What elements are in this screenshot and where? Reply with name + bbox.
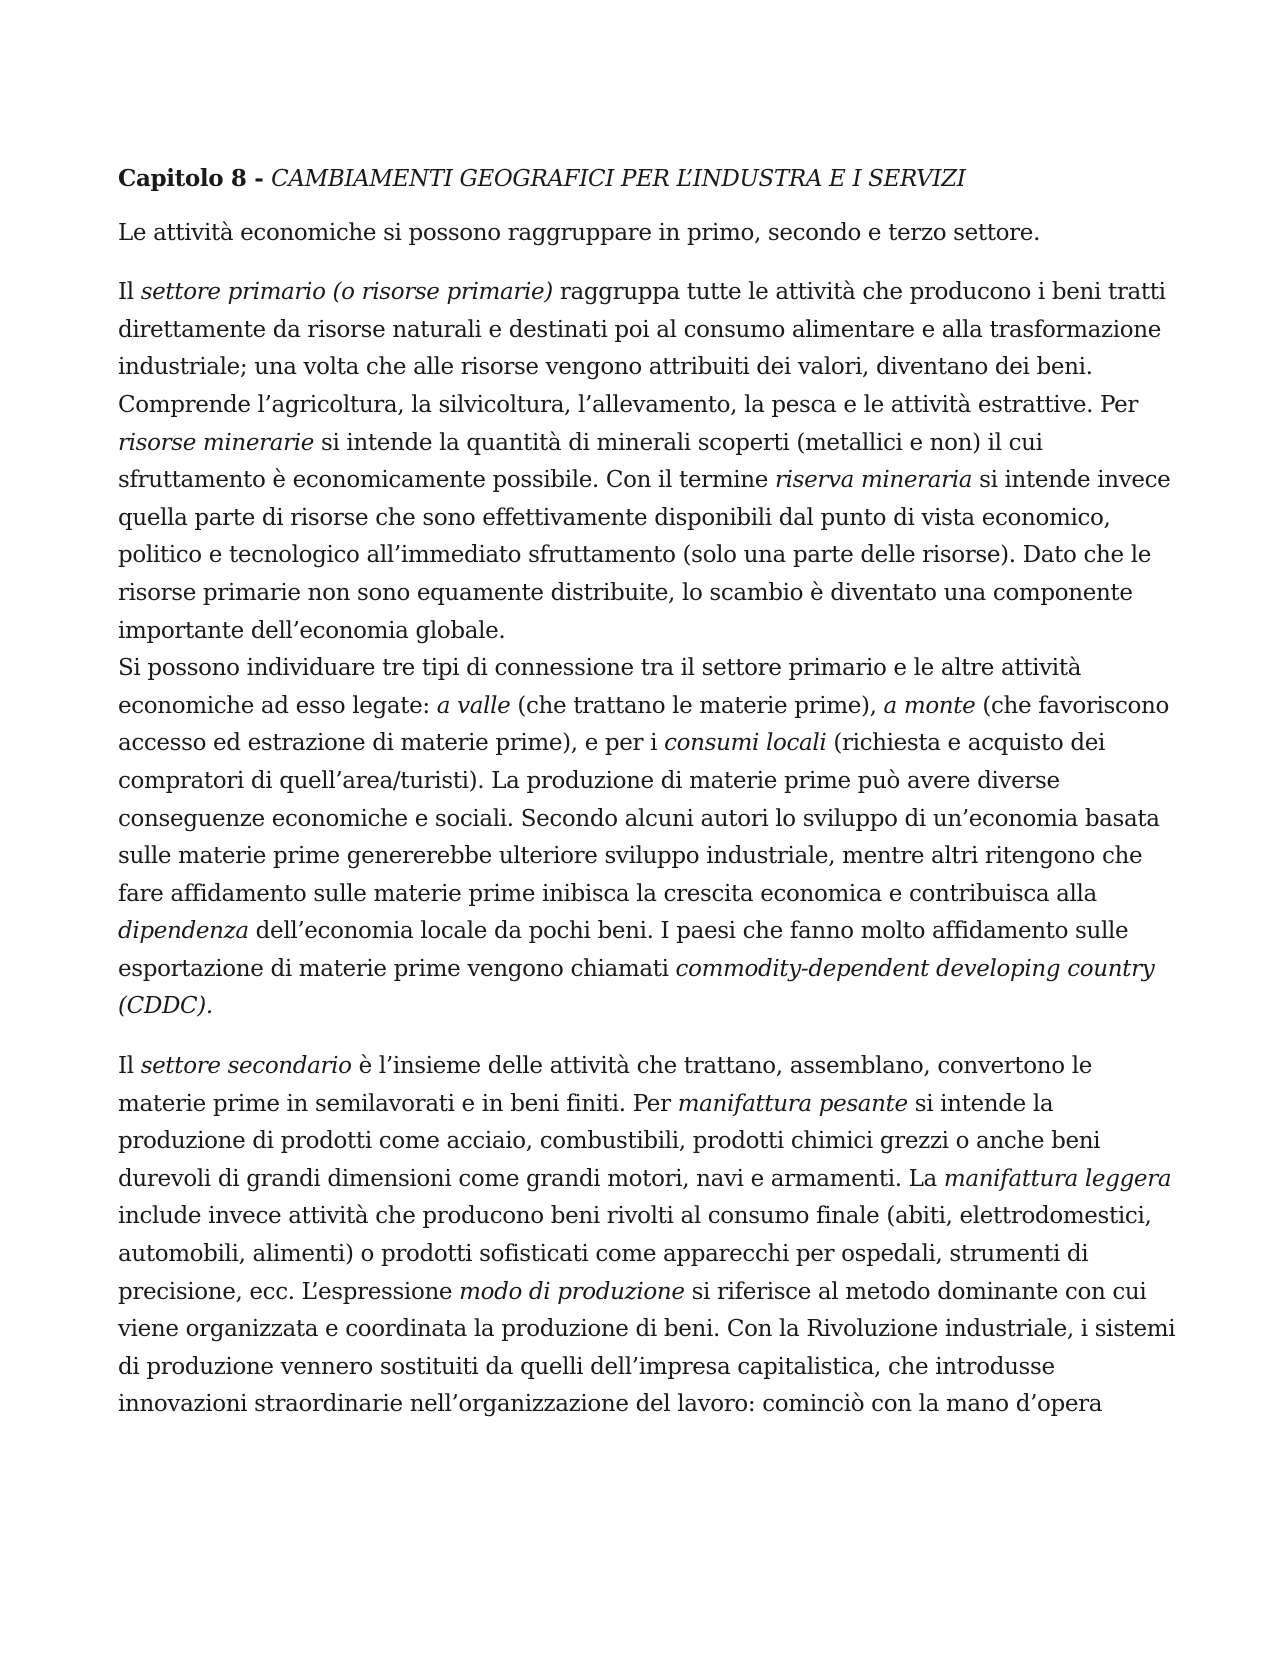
term-risorse-minerarie: risorse minerarie xyxy=(118,429,315,456)
term-cddc: commodity-dependent developing country (CDDC). xyxy=(118,955,1155,1020)
text-run: dell’economia locale da pochi beni. I paesi che fanno molto affidamento sulle esportazione di materie prime vengono chiamati xyxy=(118,918,1129,982)
text-run: si intende la quantità di minerali scoperti (metallici e non) il cui sfruttamento è economicamente possibile. Con il termine xyxy=(118,429,1043,494)
text-run: Il xyxy=(118,279,141,306)
term-settore-primario: settore primario (o risorse primarie) xyxy=(140,279,553,306)
heading-separator: - xyxy=(246,165,272,192)
text-run: (che favoriscono accesso ed estrazione di materie prime), e per i xyxy=(118,692,1169,757)
text-run: (richiesta e acquisto dei compratori di quell’area/turisti). La produzione di materie prime può avere diverse conseguenze economiche e sociali. Secondo alcuni autori lo sviluppo di un’economia basata sulle materie prime genererebbe ulteriore sviluppo industriale, mentre altri ritengono che fare affidamento sulle materie prime inibisca la crescita economica e contribuisca alla xyxy=(118,730,1160,907)
text-run: (che trattano le materie prime), xyxy=(510,692,884,719)
text-run: Si possono individuare tre tipi di connessione tra il settore primario e le altre attività economiche ad esso legate: xyxy=(118,655,1082,719)
term-a-monte: a monte xyxy=(883,692,976,719)
text-run: include invece attività che producono beni rivolti al consumo finale (abiti, elettrodomestici, automobili, alimenti) o prodotti sofisticati come apparecchi per ospedali, strumenti di precisione, ecc. L’espressione xyxy=(118,1203,1152,1305)
chapter-number: Capitolo 8 xyxy=(118,165,247,192)
term-riserva-mineraria: riserva mineraria xyxy=(774,467,973,494)
chapter-heading xyxy=(118,160,1180,199)
text-run: raggruppa tutte le attività che producono i beni tratti direttamente da risorse naturali e destinati poi al consumo alimentare e alla trasformazione industriale; una volta che alle risorse vengono attribuiti dei valori, diventano dei beni. Comprende l’agricoltura, la silvicoltura, l’allevamento, la pesca e le attività estrattive. Per xyxy=(118,279,1166,418)
text-run: si intende invece quella parte di risorse che sono effettivamente disponibili dal punto di vista economico, politico e tecnologico all’immediato sfruttamento (solo una parte delle risorse). Dato che le risorse primarie non sono equamente distribuite, lo scambio è diventato una componente importante dell’economia globale. xyxy=(118,467,1171,644)
intro-paragraph: Le attività economiche si possono raggruppare in primo, secondo e terzo settore. xyxy=(118,219,1041,246)
text-run: è l’insieme delle attività che trattano, assemblano, convertono le materie prime in semilavorati e in beni finiti. Per xyxy=(118,1053,1092,1117)
text-run: Il xyxy=(118,1053,141,1080)
text-run: si intende la produzione di prodotti come acciaio, combustibili, prodotti chimici grezzi o anche beni durevoli di grandi dimensioni come grandi motori, navi e armamenti. La xyxy=(118,1090,1101,1192)
document-page xyxy=(118,160,1180,1424)
text-run: si riferisce al metodo dominante con cui viene organizzata e coordinata la produzione di beni. Con la Rivoluzione industriale, i sistemi di produzione vennero sostituiti da quelli dell’impresa capitalistica, che introdusse innovazioni straordinarie nell’organizzazione del lavoro: cominciò con la mano d’opera xyxy=(118,1278,1176,1418)
term-a-valle: a valle xyxy=(436,692,511,719)
term-consumi-locali: consumi locali xyxy=(664,730,827,757)
term-modo-di-produzione: modo di produzione xyxy=(459,1278,685,1305)
chapter-title: CAMBIAMENTI GEOGRAFICI PER L’INDUSTRA E I SERVIZI xyxy=(271,166,966,192)
term-manifattura-leggera: manifattura leggera xyxy=(943,1165,1172,1192)
connections-paragraph xyxy=(118,650,1180,1026)
term-settore-secondario: settore secondario xyxy=(140,1053,352,1080)
term-manifattura-pesante: manifattura pesante xyxy=(677,1090,908,1117)
term-dipendenza: dipendenza xyxy=(118,918,249,945)
secondary-sector-paragraph xyxy=(118,1048,1180,1424)
primary-sector-paragraph xyxy=(118,274,1180,650)
